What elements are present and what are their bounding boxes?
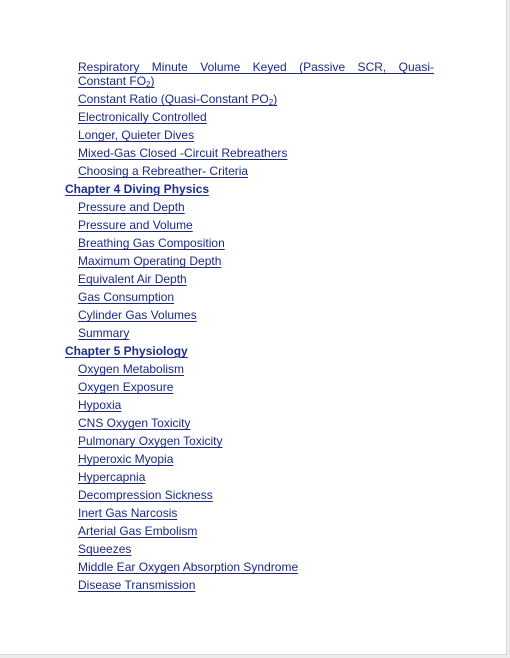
toc-link-hypoxia[interactable]: Hypoxia — [78, 398, 122, 412]
toc-link-oxygen-metabolism[interactable]: Oxygen Metabolism — [78, 362, 185, 376]
toc-link-inert-gas-narcosis[interactable]: Inert Gas Narcosis — [78, 506, 178, 520]
toc-link-cns-oxygen-toxicity[interactable]: CNS Oxygen Toxicity — [78, 416, 191, 430]
toc-link-maximum-operating-depth[interactable]: Maximum Operating Depth — [78, 254, 222, 268]
toc-link-constant-ratio[interactable] — [0, 92, 506, 110]
toc-link-text-suffix: ) — [273, 92, 278, 106]
toc-link-summary[interactable]: Summary — [78, 326, 130, 340]
toc-link-disease-transmission[interactable]: Disease Transmission — [78, 578, 196, 592]
toc-link-text-suffix: ) — [150, 74, 155, 88]
toc-link-mixed-gas-closed-circuit[interactable]: Mixed-Gas Closed -Circuit Rebreathers — [78, 146, 288, 160]
toc-link-text: Constant FO — [78, 74, 147, 88]
toc-link-gas-consumption[interactable]: Gas Consumption — [78, 290, 175, 304]
toc-chapter-4-link[interactable]: Chapter 4 Diving Physics — [65, 182, 210, 196]
toc-link-equivalent-air-depth[interactable]: Equivalent Air Depth — [78, 272, 187, 286]
toc-link-squeezes[interactable]: Squeezes — [78, 542, 132, 556]
toc-link-middle-ear-oxygen-absorption[interactable]: Middle Ear Oxygen Absorption Syndrome — [78, 560, 299, 574]
toc-chapter-5-link[interactable]: Chapter 5 Physiology — [65, 344, 188, 358]
toc-link-hyperoxic-myopia[interactable]: Hyperoxic Myopia — [78, 452, 174, 466]
toc-link-respiratory-minute-volume-keyed[interactable] — [0, 60, 506, 92]
subscript: 2 — [268, 98, 274, 107]
toc-link-hypercapnia[interactable]: Hypercapnia — [78, 470, 146, 484]
toc-link-line-2 — [78, 74, 506, 88]
toc-link-decompression-sickness[interactable]: Decompression Sickness — [78, 488, 213, 502]
toc-link-cylinder-gas-volumes[interactable]: Cylinder Gas Volumes — [78, 308, 197, 322]
toc-link-pressure-and-volume[interactable]: Pressure and Volume — [78, 218, 193, 232]
table-of-contents — [0, 60, 506, 596]
toc-link-breathing-gas-composition[interactable]: Breathing Gas Composition — [78, 236, 225, 250]
toc-link-pulmonary-oxygen-toxicity[interactable]: Pulmonary Oxygen Toxicity — [78, 434, 223, 448]
toc-link-arterial-gas-embolism[interactable]: Arterial Gas Embolism — [78, 524, 198, 538]
toc-link-electronically-controlled[interactable]: Electronically Controlled — [78, 110, 207, 124]
toc-link-text: Constant Ratio (Quasi-Constant PO — [78, 92, 269, 106]
toc-link-line-1: Respiratory Minute Volume Keyed (Passive SCR, Quasi- — [78, 60, 434, 74]
subscript: 2 — [146, 80, 151, 89]
toc-link-choosing-a-rebreather[interactable]: Choosing a Rebreather- Criteria — [78, 164, 249, 178]
toc-link-pressure-and-depth[interactable]: Pressure and Depth — [78, 200, 185, 214]
toc-link-oxygen-exposure[interactable]: Oxygen Exposure — [78, 380, 174, 394]
toc-link-longer-quieter-dives[interactable]: Longer, Quieter Dives — [78, 128, 195, 142]
